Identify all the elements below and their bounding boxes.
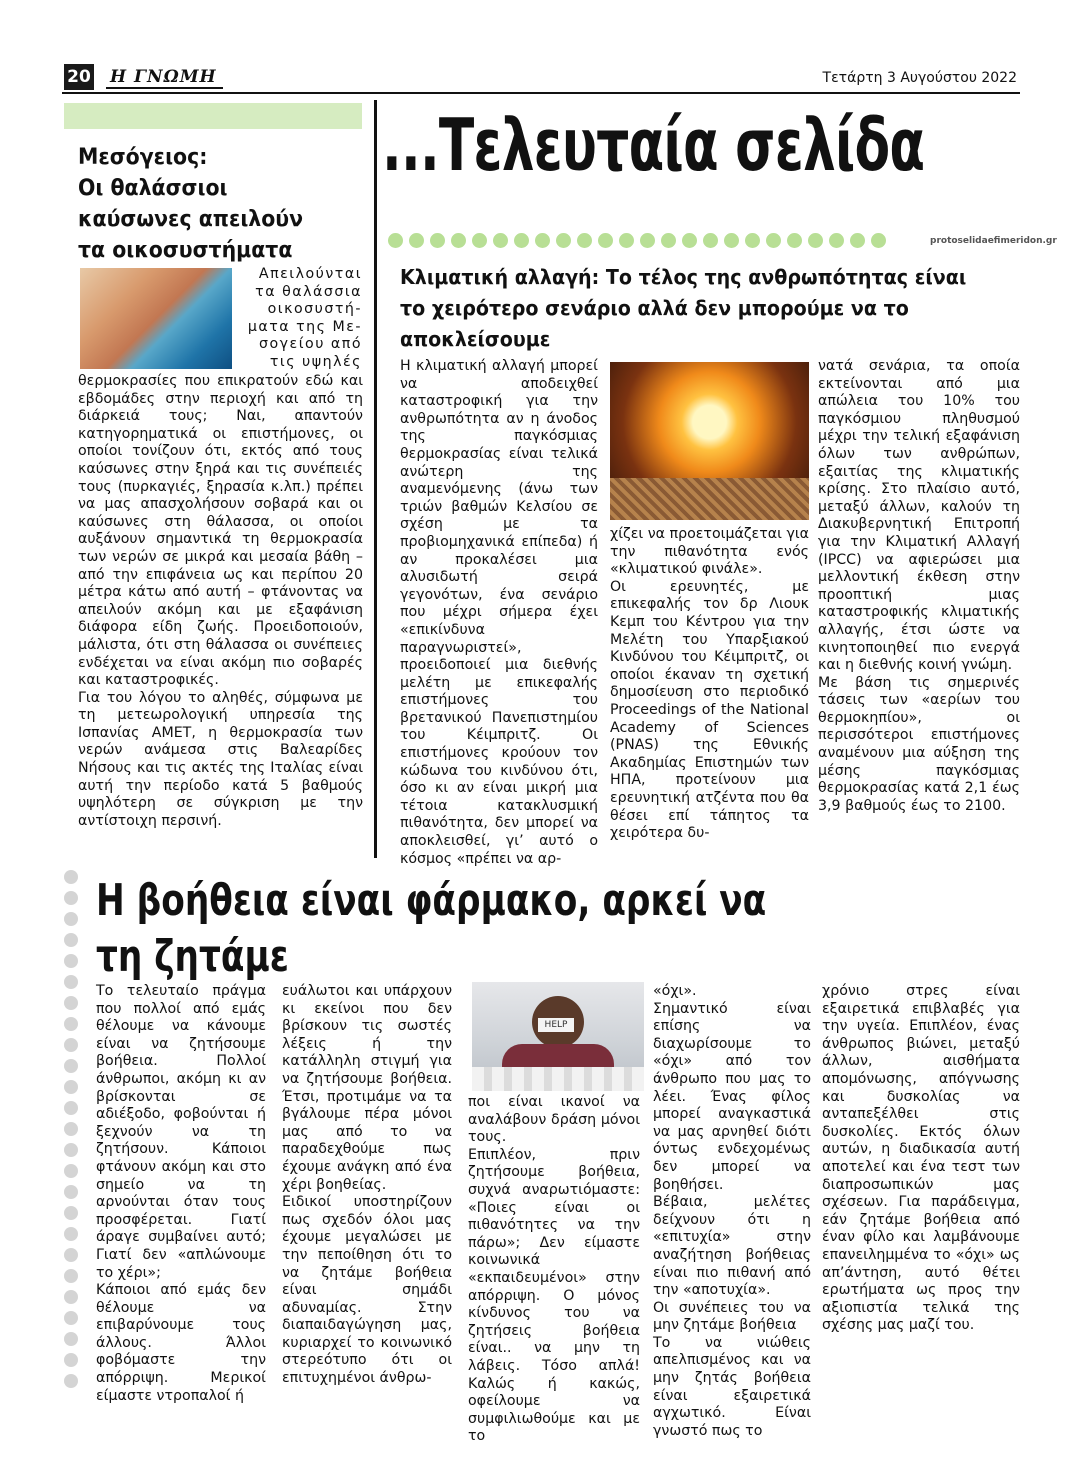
climate-photo [610,362,809,520]
bottom-col-3: ποι είναι ικανοί να αναλάβουν δράση μόνοι τους. Επιπλέον, πριν ζητήσουμε βοήθεια, συχνά αναρωτιόμαστε: «Ποιες είναι οι πιθανότητες να την πάρω»; Δεν είμαστε κοινωνικά «εκπαιδευμένοι» στην απόρριψη. Ο μόνος κίνδυνος του να ζητήσεις βοήθεια είναι.. να μην τη λάβεις. Τόσο απλά! Καλώς ή κακώς, οφείλουμε να συμφιλιωθούμε και με το [468,1094,640,1445]
beach-photo [80,268,232,369]
bottom-col-1: Το τελευταίο πράγμα που πολλοί από εμάς θέλουμε να κάνουμε είναι να ζητήσουμε βοήθεια. Πολλοί άνθρωποι, ακόμη κι αν βρίσκονται σε αδιέξοδο, φοβούνται ή ξεχνούν να τη ζητήσουν. Κάποιοι φτάνουν ακόμη και στο σημείο να τη αρνούνται όταν τους προσφέρεται. Γιατί άραγε συμβαίνει αυτό; Γιατί δεν «απλώνουμε το χέρι»; Κάποιοι από εμάς δεν θέλουμε να επιβαρύνουμε τους άλλους. Άλλοι φοβόμαστε την απόρριψη. Μερικοί είμαστε ντροπαλοί ή [96,983,266,1404]
bottom-col-4: «όχι». Σημαντικό είναι επίσης να διαχωρίσουμε το «όχι» από τον άνθρωπο που μας το λέει. Ένας φίλος μπορεί αναγκαστικά να μας αρνηθεί διότι όντως ενδεχομένως δεν μπορεί να βοηθήσει. Βέβαια, μελέτες δείχνουν ότι η «επιτυχία» στην αναζήτηση βοήθειας είναι πιο πιθανή από την «αποτυχία». Οι συνέπειες του να μην ζητάμε βοήθεια Το να νιώθεις απελπισμένος και να μην ζητάς βοήθεια είναι εξαιρετικά αγχωτικό. Είναι γνωστό πως το [653,983,811,1439]
bottom-headline: Η βοήθεια είναι φάρμακο, αρκεί να τη ζητάμε [96,875,767,982]
source-watermark: protoselidaefimeridon.gr [930,236,1057,246]
left-green-band [64,103,362,129]
left-wrap-text: Απειλούνται τα θαλάσσια οικοσυστή- ματα της Με- σογείου από τις υψηλές [247,266,362,370]
bottom-col-2: ευάλωτοι και υπάρχουν κι εκείνοι που δεν βρίσκουν τις σωστές λέξεις ή την κατάλληλη στιγμή για να ζητήσουμε βοήθεια. Έτσι, προτιμάμε να τα βγάλουμε πέρα μόνοι μας από το να παραδεχθούμε πως έχουμε ανάγκη από ένα χέρι βοηθείας. Ειδικοί υποστηρίζουν πως σχεδόν όλοι μας έχουμε μεγαλώσει με την πεποίθηση ότι το να ζητάμε βοήθεια είναι σημάδι αδυναμίας. Στην διαπαιδαγώγηση μας, κυριαρχεί το κοινωνικό στερεότυπο ότι οι επιτυχημένοι άνθρω- [282,983,452,1387]
page-number: 20 [64,64,94,90]
left-article-body: θερμοκρασίες που επικρατούν εδώ και εβδομάδες στην περιοχή και από τη διάρκειά τους; Ναι, απαντούν κατηγορηματικά οι επιστήμονες, οι οποίοι τονίζουν ότι, εκτός από τους καύσωνες στην ξηρά και τις συνέπειές τους (πυρκαγιές, ξηρασία κ.λπ.) πρέπει να μας απασχολήσουν σοβαρά και οι καύσωνες στη θάλασσα, οι οποίοι αυξάνουν σημαντικά τη θερμοκρασία των νερών σε μικρά και μεσαία βάθη – από την επιφάνεια ως και περίπου 20 μέτρα κάτω από αυτή – φτάνοντας να απειλούν ακόμη και με εξαφάνιση διάφορα είδη ζωής. Προειδοποιούν, μάλιστα, ότι στη θάλασσα οι συνέπειες ενδέχεται να είναι ακόμη πιο σοβαρές και καταστροφικές. Για του λόγου το αληθές, σύμφωνα με τη μετεωρολογική υπηρεσία της Ισπανίας ΑΜΕΤ, η θερμοκρασία των νερών ανάμεσα στις Βαλεαρίδες Νήσους και τις ακτές της Ιταλίας είναι αυτή την περίοδο κατά 5 βαθμούς υψηλότερη σε σύγκριση με την αντίστοιχη περσινή. [78,373,363,829]
right-col-2: χίζει να προετοιμάζεται για την πιθανότητα ενός «κλιματικού φινάλε». Οι ερευνητές, με επικεφαλής τον δρ Λιουκ Κεμπ του Κέντρου για την Μελέτη του Υπαρξιακού Κινδύνου του Κέιμπριτζ, οι οποίοι έκαναν τη σχετική δημοσίευση στο περιοδικό Proceedings of the National Academy of Sciences (PNAS) της Εθνικής Ακαδημίας Επιστημών των ΗΠΑ, προτείνουν μια ερευνητική ατζέντα που θα θέσει επί τάπητος τα χειρότερα δυ- [610,526,809,842]
right-headline: Κλιματική αλλαγή: Το τέλος της ανθρωπότητας είναι το χειρότερο σενάριο αλλά δεν μπορούμε να το αποκλείσουμε [400,265,967,351]
help-photo [472,982,644,1091]
publication-logo: Η ΓΝΩΜΗ [110,67,217,87]
issue-date: Τετάρτη 3 Αυγούστου 2022 [822,70,1017,86]
right-col-3: νατά σενάρια, τα οποία εκτείνονται από μια απώλεια του 10% του παγκόσμιου πληθυσμού μέχρι την τελική εξαφάνιση όλων των ανθρώπων, εξαιτίας της κλιματικής κρίσης. Στο πλαίσιο αυτό, μεταξύ άλλων, καλούν τη Διακυβερνητική Επιτροπή για την Κλιματική Αλλαγή (IPCC) να αφιερώσει μια μελλοντική έκθεση στην προοπτική μιας καταστροφικής κλιματικής αλλαγής, έτσι ώστε να κινητοποιηθεί πιο ενεργά και η διεθνής κοινή γνώμη. Με βάση τις σημερινές τάσεις των «αερίων του θερμοκηπίου», οι περισσότεροι επιστήμονες αναμένουν μια αύξηση της μέσης παγκόσμιας θερμοκρασίας κατά 2,1 έως 3,9 βαθμούς έως το 2100. [818,358,1020,814]
side-dot-strip [64,870,86,1440]
right-col-1: Η κλιματική αλλαγή μπορεί να αποδειχθεί καταστροφική για την ανθρωπότητα αν η άνοδος της παγκόσμιας θερμοκρασίας είναι τελικά ανώτερη της αναμενόμενης (άνω των τριών βαθμών Κελσίου σε σχέση με τα προβιομηχανικά επίπεδα) ή αν προκαλέσει μια αλυσιδωτή σειρά γεγονότων, ένα σενάριο που μέχρι σήμερα έχει «επικίνδυνα παραγνωριστεί», προειδοποιεί μια διεθνής μελέτη με επικεφαλής επιστήμονες του βρετανικού Πανεπιστημίου του Κέιμπριτζ. Οι επιστήμονες κρούουν τον κώδωνα του κινδύνου ότι, όσο κι αν είναι μικρή μια τέτοια κατακλυσμική πιθανότητα, δεν μπορεί να αποκλεισθεί, γι’ αυτό ο κόσμος «πρέπει να αρ- [400,358,598,867]
top-rule [62,92,1020,94]
column-divider [374,100,377,858]
bottom-col-5: χρόνιο στρες είναι εξαιρετικά επιβλαβές για την υγεία. Επιπλέον, ένας άνθρωπος βιώνει, μεταξύ άλλων, αισθήματα απομόνωσης, απόγνωσης και δυσκολίας να ανταπεξέλθει στις δυσκολίες. Εκτός όλων αυτών, η διαδικασία αυτή αποτελεί και ένα τεστ των διαπροσωπικών μας σχέσεων. Για παράδειγμα, εάν ζητάμε βοήθεια από έναν φίλο και λαμβάνουμε επανειλημμένα το «όχι» ως απ’άντηση, αυτό θέτει ερωτήματα ως προς την αξιοπιστία τελικά της σχέσης μας μαζί του. [822,983,1020,1334]
dot-rule [388,230,886,250]
section-title: ...Τελευταία σελίδα [382,103,925,187]
help-note: HELP [538,1018,574,1032]
left-headline: Μεσόγειος: Οι θαλάσσιοι καύσωνες απειλούν τα οικοσυστήματα [78,145,304,263]
